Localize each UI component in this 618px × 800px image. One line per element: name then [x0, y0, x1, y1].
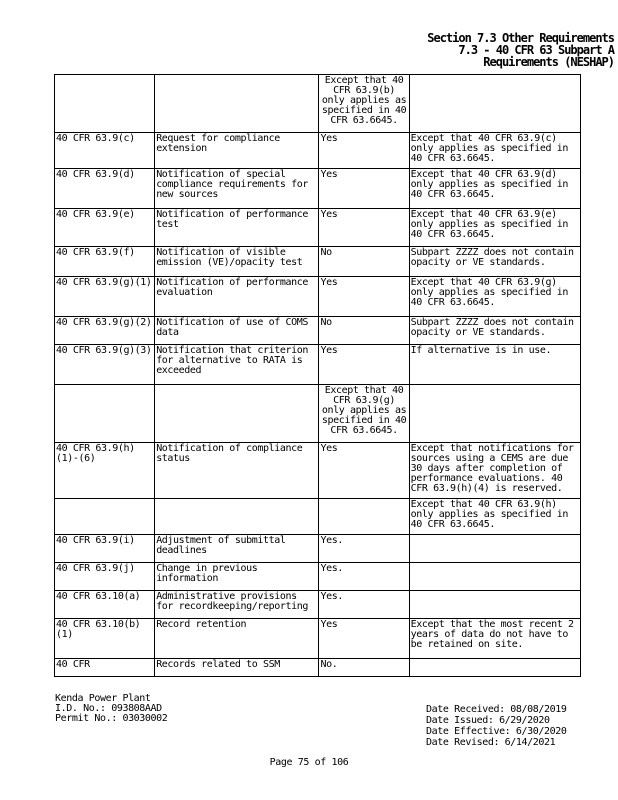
applies-cell: No [319, 317, 409, 345]
applies-cell: Yes [319, 169, 409, 209]
applies-cell: Yes [319, 345, 409, 385]
citation-cell: 40 CFR 63.9(g)(1) [55, 277, 155, 317]
citation-cell: 40 CFR 63.9(h)(1)-(6) [55, 443, 155, 499]
explanation-cell: Subpart ZZZZ does not contain opacity or VE standards. [409, 317, 580, 345]
permit-number: Permit No.: 03030002 [55, 713, 168, 724]
table-row [55, 169, 581, 209]
citation-cell [55, 499, 155, 535]
table-row [55, 345, 581, 385]
subject-cell: Notification of visible emission (VE)/opacity test [155, 247, 319, 277]
citation-cell: 40 CFR 63.9(e) [55, 209, 155, 247]
applies-cell: Yes [319, 209, 409, 247]
citation-cell: 40 CFR 63.9(i) [55, 535, 155, 563]
citation-cell: 40 CFR 63.10(a) [55, 591, 155, 619]
explanation-cell: If alternative is in use. [409, 345, 580, 385]
explanation-cell [409, 659, 580, 677]
explanation-cell: Except that 40 CFR 63.9(h) only applies as specified in 40 CFR 63.6645. [409, 499, 580, 535]
date-effective: Date Effective: 6/30/2020 [426, 726, 567, 737]
explanation-cell [409, 535, 580, 563]
requirements-table [54, 74, 581, 677]
applies-cell: Yes [319, 133, 409, 169]
citation-cell: 40 CFR 63.9(g)(3) [55, 345, 155, 385]
id-number: I.D. No.: 093808AAD [55, 703, 162, 714]
facility-info [55, 694, 167, 724]
table-row [55, 591, 581, 619]
explanation-cell: Except that 40 CFR 63.9(e) only applies as specified in 40 CFR 63.6645. [409, 209, 580, 247]
explanation-cell: Except that the most recent 2 years of data do not have to be retained on site. [409, 619, 580, 659]
applies-cell: Yes [319, 619, 409, 659]
subject-cell [155, 499, 319, 535]
applies-cell: No. [319, 659, 409, 677]
applies-cell: Yes [319, 443, 409, 499]
explanation-cell [409, 385, 580, 443]
date-issued: Date Issued: 6/29/2020 [426, 715, 550, 726]
table-row [55, 317, 581, 345]
citation-cell: 40 CFR 63.9(f) [55, 247, 155, 277]
header-line-3: Requirements (NESHAP) [483, 55, 614, 69]
table-row [55, 499, 581, 535]
subject-cell: Notification of compliance status [155, 443, 319, 499]
table-row [55, 619, 581, 659]
table-row [55, 659, 581, 677]
table-row [55, 563, 581, 591]
plant-name: Kenda Power Plant [55, 693, 151, 704]
table-row [55, 247, 581, 277]
subject-cell: Notification of performance evaluation [155, 277, 319, 317]
table-row [55, 535, 581, 563]
explanation-cell [409, 563, 580, 591]
table-row [55, 209, 581, 247]
applies-cell: Yes. [319, 535, 409, 563]
explanation-cell: Except that 40 CFR 63.9(d) only applies as specified in 40 CFR 63.6645. [409, 169, 580, 209]
explanation-cell [409, 591, 580, 619]
permit-dates [426, 704, 567, 748]
applies-cell [319, 499, 409, 535]
applies-cell: Yes. [319, 563, 409, 591]
table-row [55, 277, 581, 317]
table-row [55, 75, 581, 133]
explanation-cell: Subpart ZZZZ does not contain opacity or VE standards. [409, 247, 580, 277]
date-received: Date Received: 08/08/2019 [426, 704, 567, 715]
subject-cell: Notification that criterion for alternative to RATA is exceeded [155, 345, 319, 385]
explanation-cell: Except that 40 CFR 63.9(c) only applies as specified in 40 CFR 63.6645. [409, 133, 580, 169]
applies-cell: Except that 40 CFR 63.9(g) only applies as specified in 40 CFR 63.6645. [319, 385, 409, 443]
date-revised: Date Revised: 6/14/2021 [426, 737, 556, 748]
citation-cell [55, 385, 155, 443]
page-number: Page 75 of 106 [269, 757, 349, 768]
subject-cell: Request for compliance extension [155, 133, 319, 169]
citation-cell: 40 CFR 63.9(d) [55, 169, 155, 209]
header-line-1: Section 7.3 Other Requirements [427, 31, 614, 45]
explanation-cell [409, 75, 580, 133]
explanation-cell: Except that 40 CFR 63.9(g) only applies as specified in 40 CFR 63.6645. [409, 277, 580, 317]
citation-cell: 40 CFR 63.9(j) [55, 563, 155, 591]
subject-cell: Records related to SSM [155, 659, 319, 677]
section-header [427, 32, 614, 68]
table-row [55, 443, 581, 499]
applies-cell: Except that 40 CFR 63.9(b) only applies as specified in 40 CFR 63.6645. [319, 75, 409, 133]
applies-cell: No [319, 247, 409, 277]
citation-cell: 40 CFR 63.10(b)(1) [55, 619, 155, 659]
citation-cell [55, 75, 155, 133]
citation-cell: 40 CFR [55, 659, 155, 677]
subject-cell: Administrative provisions for recordkeeping/reporting [155, 591, 319, 619]
citation-cell: 40 CFR 63.9(g)(2) [55, 317, 155, 345]
subject-cell: Notification of performance test [155, 209, 319, 247]
explanation-cell: Except that notifications for sources using a CEMS are due 30 days after completion of performance evaluations. 40 CFR 63.9(h)(4) is reserved. [409, 443, 580, 499]
subject-cell: Record retention [155, 619, 319, 659]
table-row [55, 133, 581, 169]
subject-cell: Adjustment of submittal deadlines [155, 535, 319, 563]
subject-cell [155, 385, 319, 443]
applies-cell: Yes. [319, 591, 409, 619]
applies-cell: Yes [319, 277, 409, 317]
subject-cell: Notification of use of COMS data [155, 317, 319, 345]
table-row [55, 385, 581, 443]
subject-cell: Notification of special compliance requirements for new sources [155, 169, 319, 209]
header-line-2: 7.3 - 40 CFR 63 Subpart A [458, 43, 614, 57]
subject-cell: Change in previous information [155, 563, 319, 591]
subject-cell [155, 75, 319, 133]
citation-cell: 40 CFR 63.9(c) [55, 133, 155, 169]
